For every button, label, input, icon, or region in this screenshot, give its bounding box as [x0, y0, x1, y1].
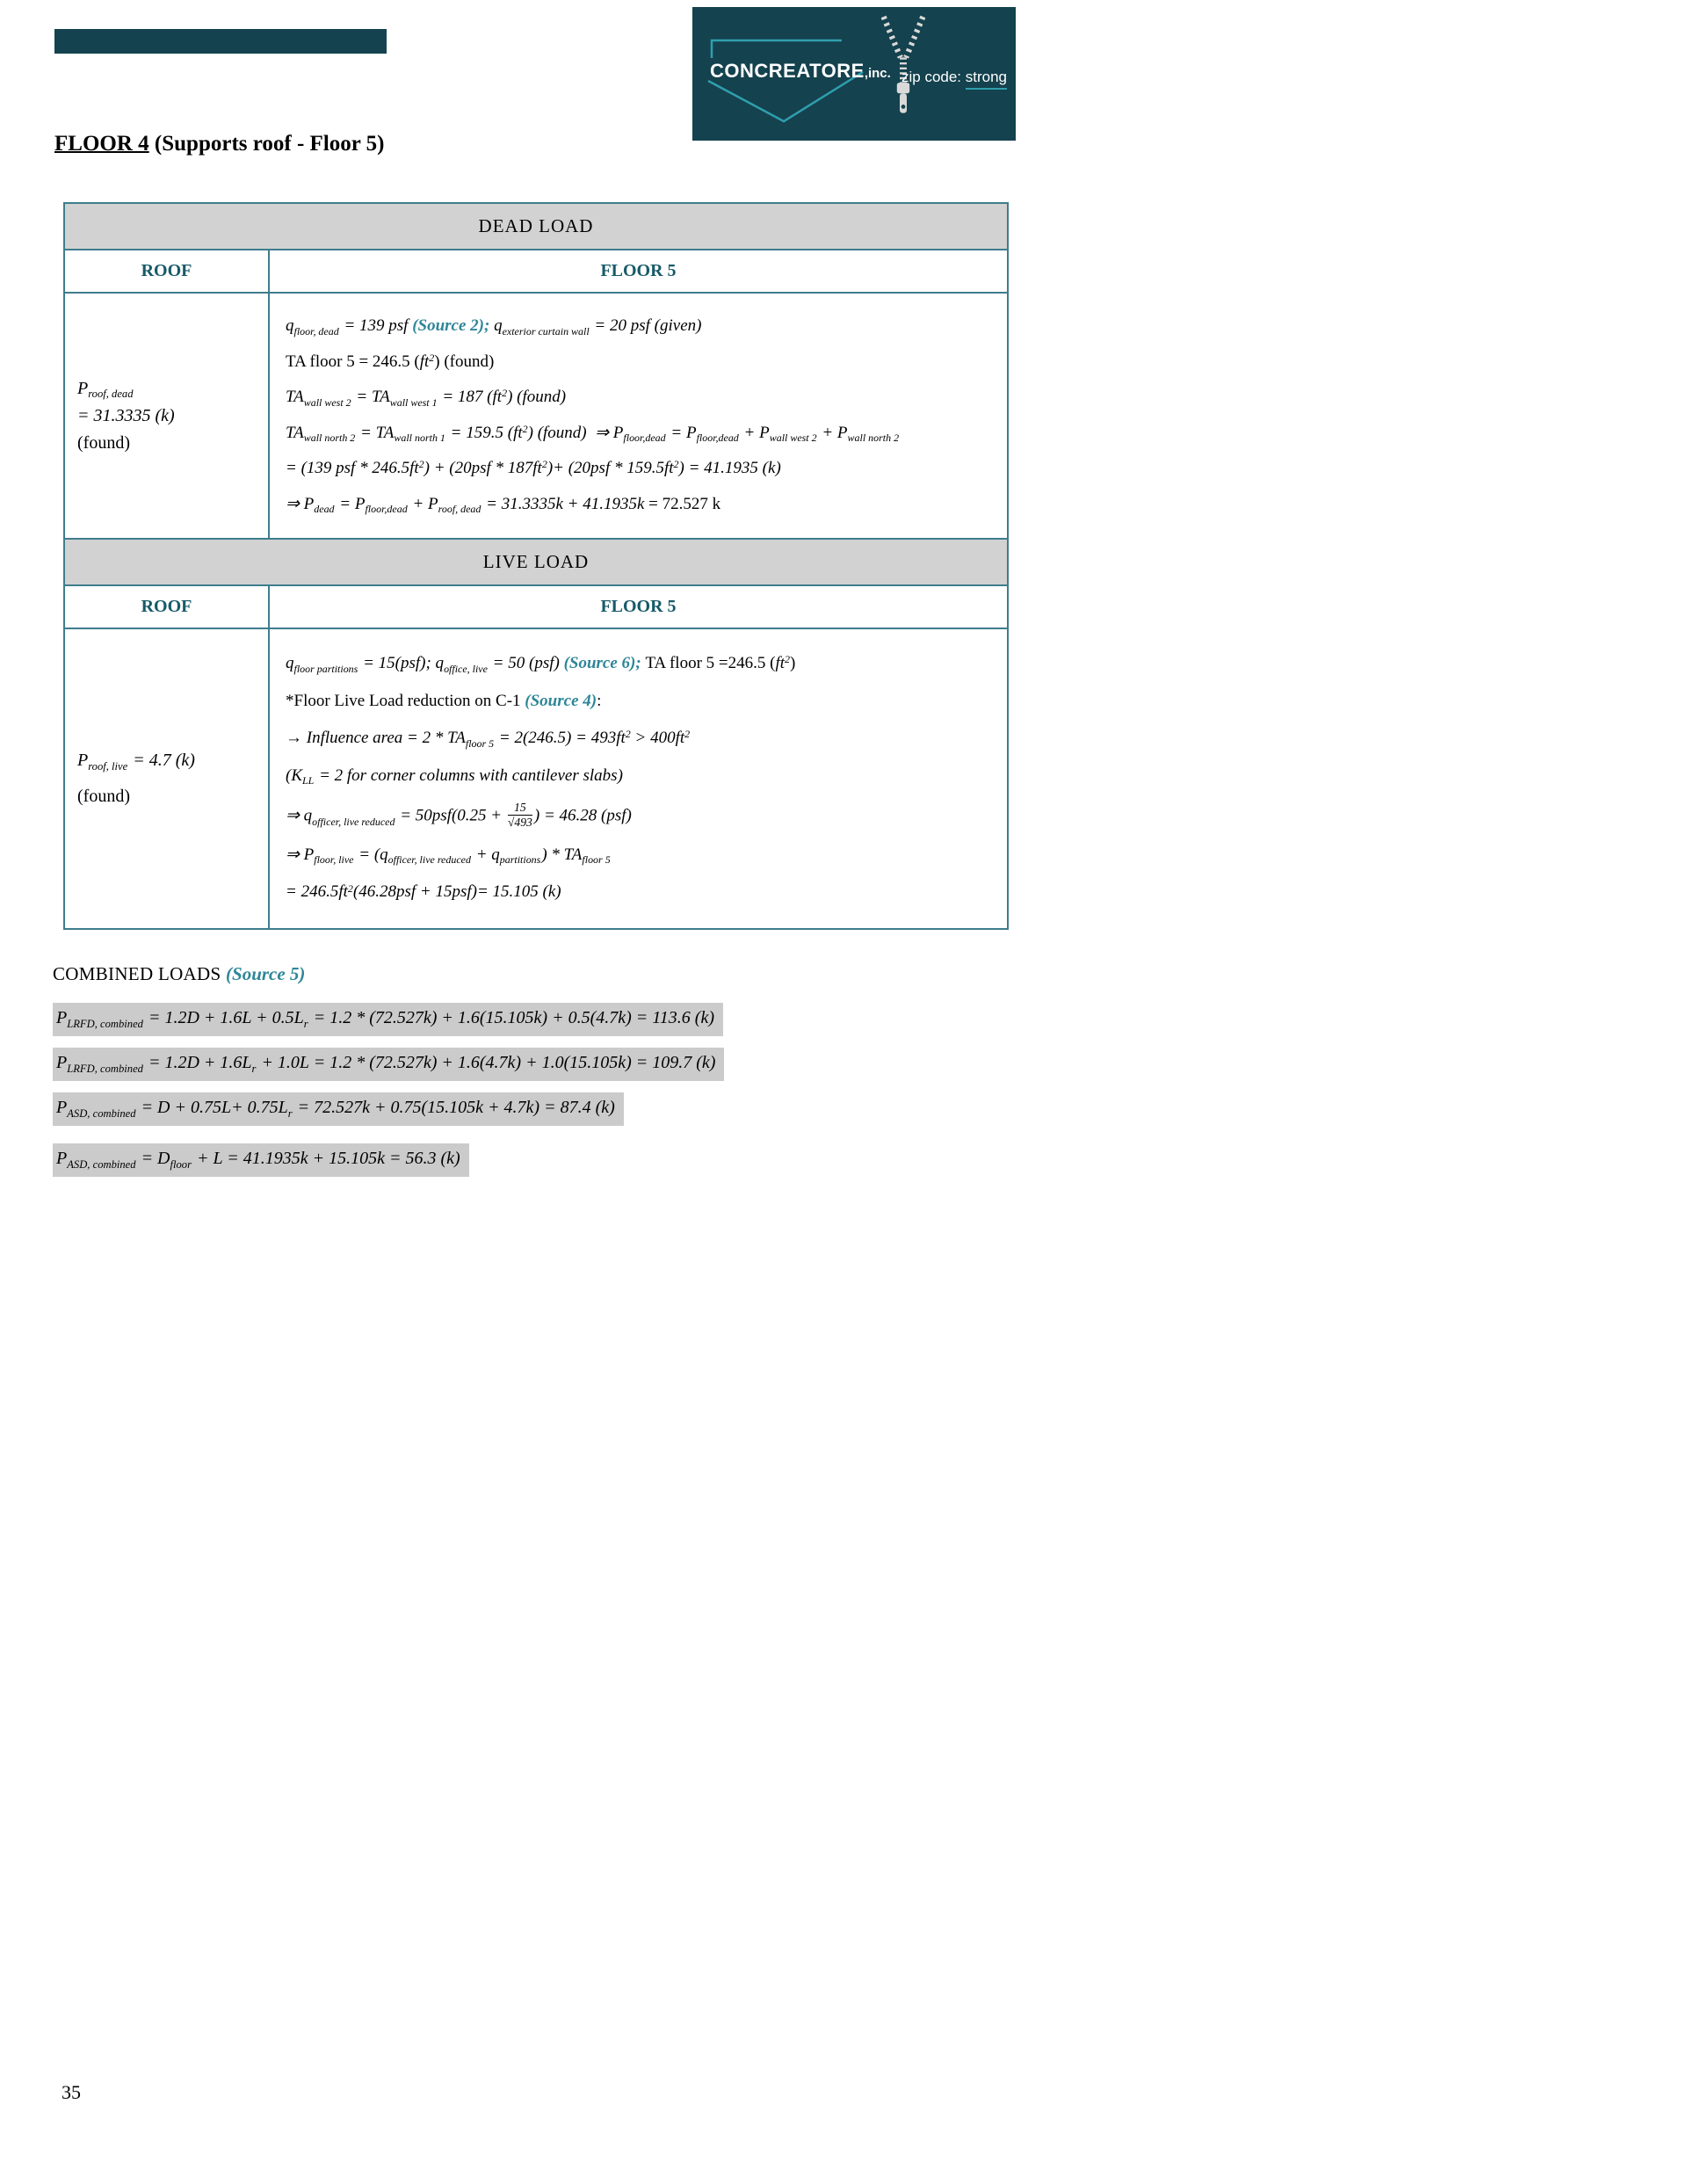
tagline-label: zip code:: [901, 69, 966, 85]
formula-line: $P_{LRFD, combined} = 1.2D + 1.6L + 0.5L_r = 1.2 * (72.527k) + 1.6(15.105k) + 0.5(4.7k) = 113.6$ (k): [53, 1003, 723, 1036]
header-bar: [54, 29, 387, 54]
formula-line: $TA_{wall north 2} = TA_{wall north 1} = 159.5$ $(ft^2)$ (found) ⇒ $P_{floor,dead} = P_{floor,dead} + P_{wall west 2} + P_{wall north 2}$: [286, 422, 900, 445]
formula-line: $P_{roof, live} = 4.7$ (k): [77, 751, 195, 773]
combined-formula-row: [53, 1092, 1371, 1126]
page-number: 35: [62, 2081, 81, 2103]
dead-floor5-cell: [270, 294, 1007, 538]
live-roof-cell: [65, 629, 270, 928]
formula-line: ⇒ $q_{officer, live reduced} = 50psf(0.25$ + $\frac{15}{√493}$ ) = 46.28 (psf): [286, 801, 632, 830]
combined-loads-title: COMBINED LOADS: [53, 963, 227, 984]
live-load-header: LIVE LOAD: [65, 538, 1007, 586]
load-table: [63, 202, 1009, 930]
formula-line: $TA_{wall west 2} = TA_{wall west 1} = 187$ $(ft^2)$ (found): [286, 387, 567, 409]
formula-line: → Influence area = $2 * TA_{floor 5} = 2(246.5) = 493ft^2 > 400ft^2$: [286, 728, 691, 750]
dead-roof-cell: [65, 294, 270, 538]
formula-line: $P_{roof, dead}$: [77, 378, 134, 401]
formula-line: $q_{floor, dead} = 139$ psf (Source 2); $q_{exterior curtain wall} = 20$ psf (given): [286, 316, 702, 337]
live-load-body: [65, 629, 1007, 928]
live-floor5-cell: [270, 629, 1007, 928]
dead-load-header: DEAD LOAD: [65, 204, 1007, 250]
live-col-roof: ROOF: [65, 586, 270, 628]
dead-col-roof: ROOF: [65, 250, 270, 292]
formula-line: (found): [77, 787, 130, 807]
formula-line: $P_{ASD, combined} = D_{floor} + L = 41.1935k + 15.105k = 56.3$ (k): [53, 1143, 469, 1177]
dead-col-floor5: FLOOR 5: [600, 261, 677, 280]
formula-line: = (139 psf * $246.5ft^2) + (20psf * 187ft^2)+ (20psf * 159.5ft^2) = 41.1935$ (k): [286, 458, 781, 478]
live-column-headers: [65, 586, 1007, 629]
tagline: [901, 69, 1007, 86]
formula-line: ⇒ $P_{dead} = P_{floor,dead} + P_{roof, dead} = 31.3335k + 41.1935k = 72.527$ k: [286, 494, 721, 516]
formula-line: $P_{ASD, combined} = D + 0.75L+ 0.75L_r = 72.527k + 0.75(15.105k + 4.7k) = 87.4$ (k): [53, 1092, 624, 1126]
page-title: [54, 132, 384, 156]
formula-line: = 31.3335 (k): [77, 405, 175, 425]
company-name-suffix: ,inc.: [864, 66, 891, 81]
live-col-floor5: FLOOR 5: [600, 597, 677, 617]
company-logo: [692, 7, 1016, 141]
page-title-floor: FLOOR 4: [54, 132, 149, 156]
formula-line: $q_{floor partitions} = 15(psf)$; $q_{office, live} = 50$ (psf) (Source 6); TA floor 5 =246.5 $(ft^2)$: [286, 653, 796, 675]
company-name: [710, 60, 891, 83]
formula-line: TA floor 5 = 246.5 $(ft^2)$ (found): [286, 351, 495, 371]
company-name-main: CONCREATORE: [710, 60, 865, 82]
dead-load-body: [65, 294, 1007, 538]
formula-line: *Floor Live Load reduction on C-1 (Source 4):: [286, 691, 602, 710]
combined-loads-section: [53, 963, 1371, 1188]
combined-loads-heading: [53, 963, 1371, 985]
dead-column-headers: [65, 250, 1007, 294]
formula-line: = $246.5ft^2(46.28psf + 15psf)= 15.105$ (k): [286, 882, 561, 902]
combined-formula-row: [53, 1143, 1371, 1177]
formula-line: $P_{LRFD, combined} = 1.2D + 1.6L_r + 1.0L = 1.2 * (72.527k) + 1.6(4.7k) + 1.0(15.105k) = 109.7$ (k): [53, 1048, 724, 1081]
combined-formula-row: [53, 1048, 1371, 1081]
combined-loads-source: (Source 5): [226, 963, 306, 984]
page-title-subtitle: (Supports roof - Floor 5): [148, 132, 385, 156]
formula-line: (found): [77, 432, 130, 453]
formula-line: ⇒ $P_{floor, live} = (q_{officer, live reduced} + q_{partitions}) * TA_{floor 5}$: [286, 845, 611, 867]
combined-formula-row: [53, 1003, 1371, 1036]
formula-line: ($K_{LL} = 2$ for corner columns with cantilever slabs): [286, 765, 623, 787]
tagline-value: strong: [966, 69, 1007, 90]
